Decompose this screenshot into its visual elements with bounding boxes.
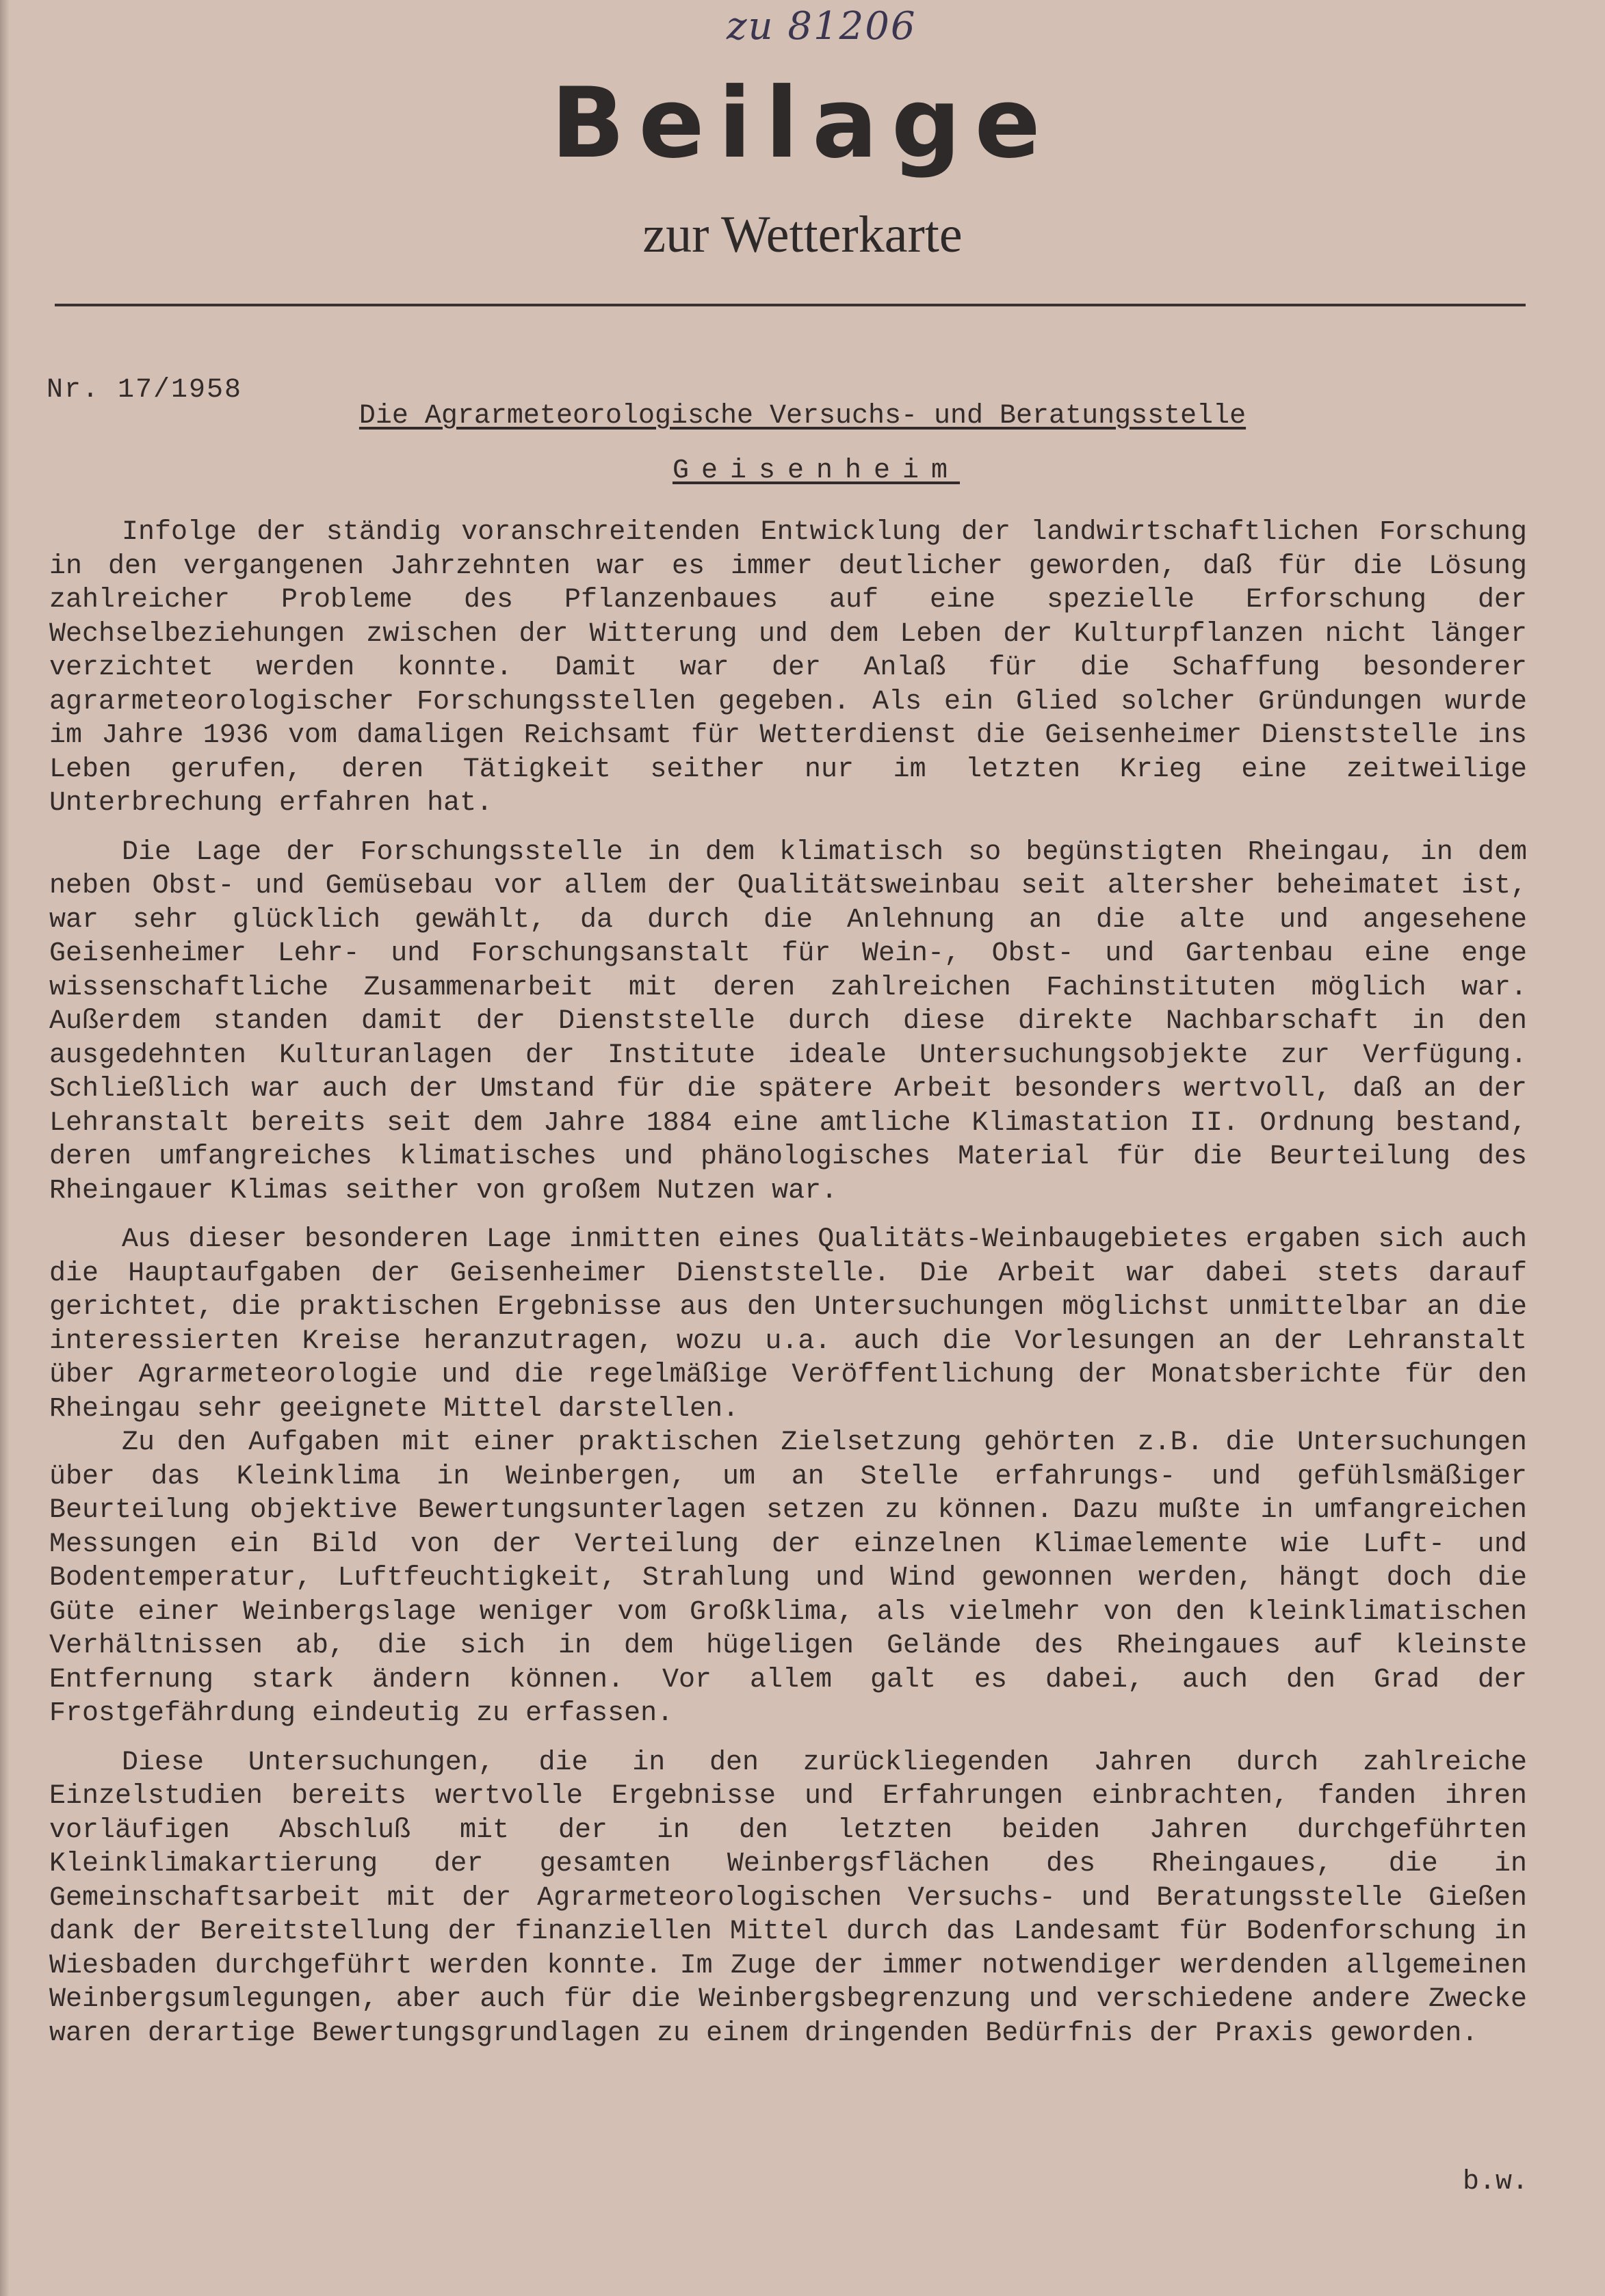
masthead-divider (55, 304, 1526, 306)
paragraph: Diese Untersuchungen, die in den zurückliegenden Jahren durch zahlreiche Einzelstudien bereits wertvolle Ergebnisse und Erfahrungen einbrachten, fanden ihren vorläufigen Abschluß mit der in den letzten beiden Jahren durchgeführten Kleinklimakartierung der gesamten Weinbergsflächen des Rheingaues, die in Gemeinschaftsarbeit mit der Agrarmeteorologischen Versuchs- und Beratungsstelle Gießen dank der Bereitstellung der finanziellen Mittel durch das Landesamt für Bodenforschung in Wiesbaden durchgeführt werden konnte. Im Zuge der immer notwendiger werdenden allgemeinen Weinbergsumlegungen, aber auch für die Weinbergsbegrenzung und verschiedene andere Zwecke waren derartige Bewertungsgrundlagen zu einem dringenden Bedürfnis der Praxis geworden. (49, 1747, 1527, 2049)
article-heading-place (0, 456, 1605, 486)
article-heading-line-2: Geisenheim (672, 456, 961, 486)
article-body (49, 516, 1527, 2066)
article-heading-line-1: Die Agrarmeteorologische Versuchs- und Beratungsstelle (358, 401, 1247, 432)
paragraph: Infolge der ständig voranschreitenden Entwicklung der landwirtschaftlichen Forschung in den vergangenen Jahrzehnten war es immer deutlicher geworden, daß für die Lösung zahlreicher Probleme des Pflanzenbaues auf eine spezielle Erforschung der Wechselbeziehungen zwischen der Witterung und dem Leben der Kulturpflanzen nicht länger verzichtet werden konnte. Damit war der Anlaß für die Schaffung besonderer agrarmeteorologischer Forschungsstellen gegeben. Als ein Glied solcher Gründungen wurde im Jahre 1936 vom damaligen Reichsamt für Wetterdienst die Geisenheimer Dienststelle ins Leben gerufen, deren Tätigkeit seither nur im letzten Krieg eine zeitweilige Unterbrechung erfahren hat. (49, 517, 1527, 819)
paragraph: Die Lage der Forschungsstelle in dem klimatisch so begünstigten Rheingau, in dem neben Obst- und Gemüsebau vor allem der Qualitätsweinbau seit altersher beheimatet ist, war sehr glücklich gewählt, da durch die Anlehnung an die alte und angesehene Geisenheimer Lehr- und Forschungsanstalt für Wein-, Obst- und Gartenbau eine enge wissenschaftliche Zusammenarbeit mit deren zahlreichen Fachinstituten möglich war. Außerdem standen damit der Dienststelle durch diese direkte Nachbarschaft in den ausgedehnten Kulturanlagen der Institute ideale Untersuchungsobjekte zur Verfügung. Schließlich war auch der Umstand für die spätere Arbeit besonders wertvoll, daß an der Lehranstalt bereits seit dem Jahre 1884 eine amtliche Klimastation II. Ordnung bestand, deren umfangreiches klimatisches und phänologisches Material für die Beurteilung des Rheingauer Klimas seither von großem Nutzen war. (49, 836, 1527, 1206)
page-edge-shadow (0, 0, 10, 2296)
article-heading (0, 401, 1605, 432)
paragraph: Zu den Aufgaben mit einer praktischen Zielsetzung gehörten z.B. die Untersuchungen über das Kleinklima in Weinbergen, um an Stelle erfahrungs- und gefühlsmäßiger Beurteilung objektive Bewertungsunterlagen setzen zu können. Dazu mußte in umfangreichen Messungen ein Bild von der Verteilung der einzelnen Klimaelemente wie Luft- und Bodentemperatur, Luftfeuchtigkeit, Strahlung und Wind gewonnen werden, hängt doch die Güte einer Weinbergslage weniger vom Großklima, als vielmehr von den kleinklimatischen Verhältnissen ab, die sich in dem hügeligen Gelände des Rheingaues auf kleinste Entfernung stark ändern können. Vor allem galt es dabei, auch den Grad der Frostgefährdung eindeutig zu erfassen. (49, 1427, 1527, 1729)
page-turn-note: b.w. (1462, 2167, 1528, 2198)
masthead-title: Beilage (551, 67, 1054, 180)
handwritten-note: zu 81206 (727, 4, 917, 49)
masthead-subtitle: zur Wetterkarte (642, 206, 963, 263)
issue-number: Nr. 17/1958 (47, 375, 243, 406)
paragraph: Aus dieser besonderen Lage inmitten eines Qualitäts-Weinbaugebietes ergaben sich auch die Hauptaufgaben der Geisenheimer Dienststelle. Die Arbeit war dabei stets darauf gerichtet, die praktischen Ergebnisse aus den Untersuchungen möglichst unmittelbar an die interessierten Kreise heranzutragen, wozu u.a. auch die Vorlesungen an der Lehranstalt über Agrarmeteorologie und die regelmäßige Veröffentlichung der Monatsberichte für den Rheingau sehr geeignete Mittel darstellen. (49, 1224, 1527, 1425)
